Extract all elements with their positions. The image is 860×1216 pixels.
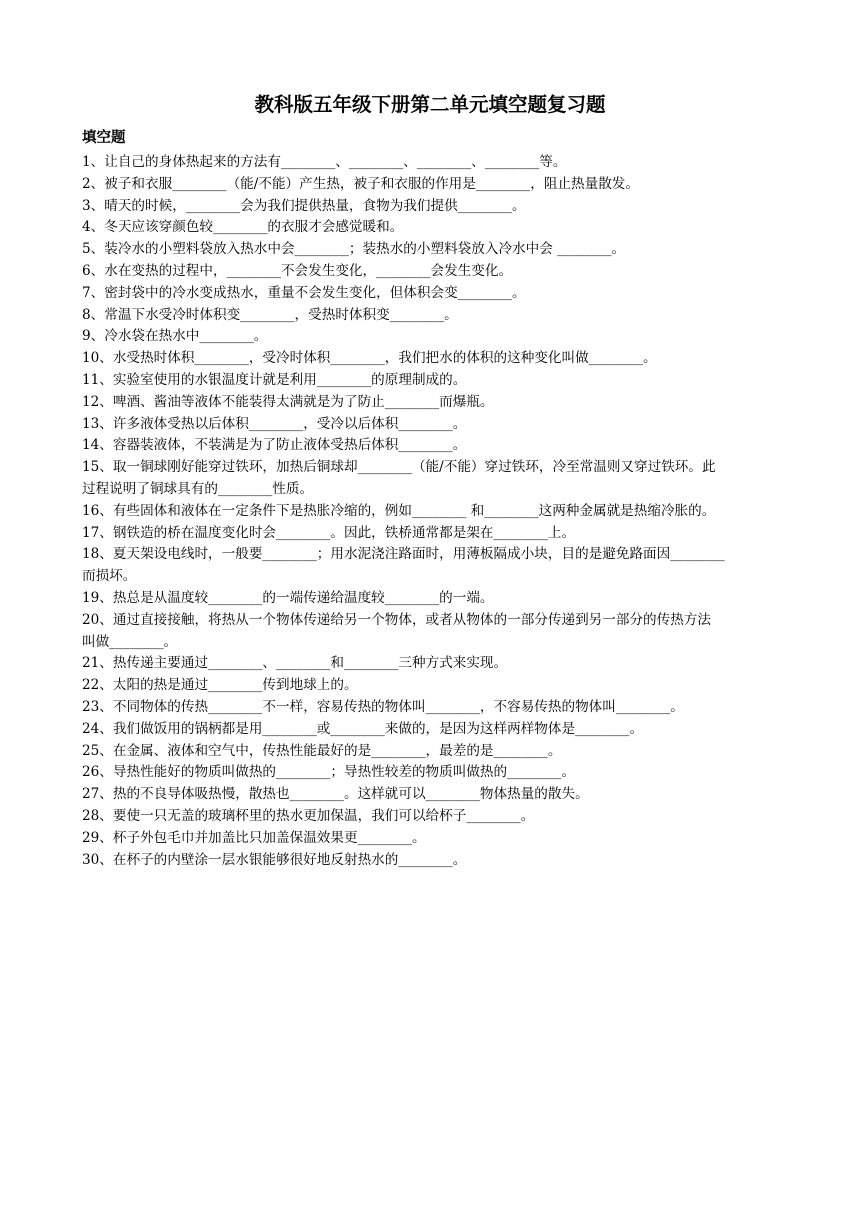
question-line: 而损坏。: [82, 568, 137, 585]
question-line: 23、不同物体的传热________不一样，容易传热的物体叫________，不容易传热的物体叫________。: [82, 698, 684, 715]
document-title: 教科版五年级下册第二单元填空题复习题: [254, 93, 606, 116]
question-line: 5、装冷水的小塑料袋放入热水中会________；装热水的小塑料袋放入冷水中会 ________。: [82, 241, 626, 258]
question-line: 9、冷水袋在热水中________。: [82, 328, 268, 345]
question-line: 16、有些固体和液体在一定条件下是热胀冷缩的，例如________ 和________这两种金属就是热缩冷胀的。: [82, 502, 716, 519]
question-line: 1、让自己的身体热起来的方法有________、________、________、________等。: [82, 154, 567, 170]
question-line: 29、杯子外包毛巾并加盖比只加盖保温效果更________。: [82, 829, 426, 846]
question-line: 12、啤酒、酱油等液体不能装得太满就是为了防止________而爆瓶。: [82, 393, 494, 410]
question-line: 18、夏天架设电线时，一般要________；用水泥浇注路面时，用薄板隔成小块，目的是避免路面因________: [82, 546, 725, 563]
question-line: 13、许多液体受热以后体积________，受冷以后体积________。: [82, 415, 467, 432]
question-line: 27、热的不良导体吸热慢，散热也________。这样就可以________物体热量的散失。: [82, 786, 589, 803]
question-line: 26、导热性能好的物质叫做热的________；导热性较差的物质叫做热的________。: [82, 764, 576, 781]
question-line: 7、密封袋中的冷水变成热水，重量不会发生变化，但体积会变________。: [82, 284, 526, 301]
question-line: 11、实验室使用的水银温度计就是利用________的原理制成的。: [82, 371, 467, 388]
question-line: 6、水在变热的过程中，________不会发生变化，________会发生变化。: [82, 262, 513, 279]
question-line: 28、要使一只无盖的玻璃杯里的热水更加保温，我们可以给杯子________。: [82, 807, 535, 824]
question-line: 20、通过直接接触，将热从一个物体传递给另一个物体，或者从物体的一部分传递到另一部分的传热方法: [82, 611, 712, 628]
question-line: 过程说明了铜球具有的________性质。: [82, 480, 314, 497]
question-line: 10、水受热时体积________，受冷时体积________，我们把水的体积的这种变化叫做________。: [82, 350, 657, 367]
question-line: 25、在金属、液体和空气中，传热性能最好的是________，最差的是________。: [82, 742, 562, 759]
question-line: 19、热总是从温度较________的一端传递给温度较________的一端。: [82, 589, 494, 606]
question-list: [82, 152, 780, 871]
question-line: 21、热传递主要通过________、________和________三种方式来实现。: [82, 655, 508, 672]
question-line: 3、晴天的时候，________会为我们提供热量，食物为我们提供________。: [82, 197, 526, 214]
question-line: 17、钢铁造的桥在温度变化时会________。因此，铁桥通常都是架在________上。: [82, 524, 576, 541]
question-line: 2、被子和衣服________（能/不能）产生热，被子和衣服的作用是________，阻止热量散发。: [82, 175, 639, 192]
question-line: 15、取一铜球刚好能穿过铁环，加热后铜球却________（能/不能）穿过铁环，冷至常温则又穿过铁环。此: [82, 459, 716, 476]
question-line: 24、我们做饭用的锅柄都是用________或________来做的，是因为这样两样物体是________。: [82, 720, 644, 737]
question-line: 叫做________。: [82, 633, 178, 650]
question-line: 8、常温下水受冷时体积变________，受热时体积变________。: [82, 306, 458, 323]
section-heading: 填空题: [82, 129, 126, 146]
question-line: 22、太阳的热是通过________传到地球上的。: [82, 677, 358, 694]
question-line: 30、在杯子的内壁涂一层水银能够很好地反射热水的________。: [82, 851, 467, 868]
question-line: 14、容器装液体，不装满是为了防止液体受热后体积________。: [82, 437, 467, 454]
question-line: 4、冬天应该穿颜色较________的衣服才会感觉暖和。: [82, 219, 404, 236]
